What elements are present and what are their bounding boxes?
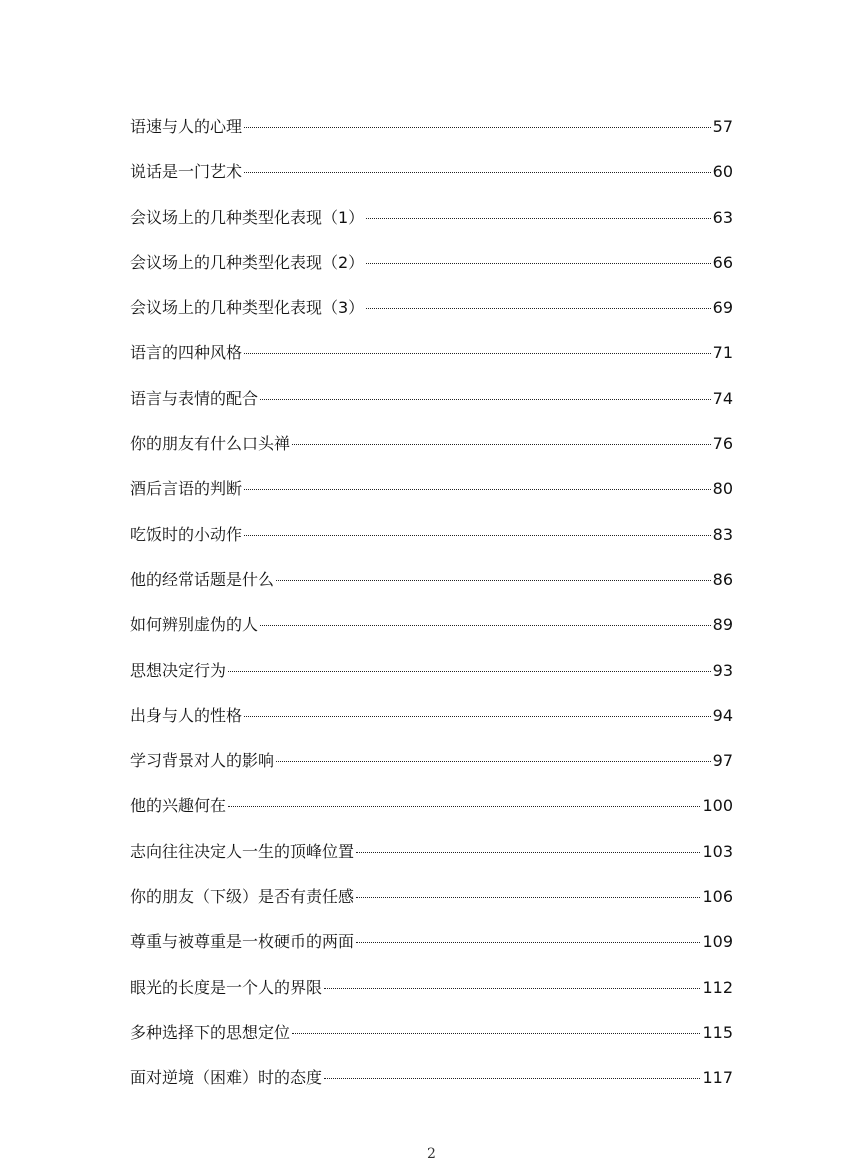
toc-entry-title: 尊重与被尊重是一枚硬币的两面 (130, 932, 355, 952)
table-of-contents (130, 115, 733, 1112)
toc-entry-title: 他的兴趣何在 (130, 796, 227, 816)
toc-entry-page: 60 (712, 162, 733, 182)
toc-entry-page: 83 (712, 524, 733, 544)
toc-entry-title: 吃饭时的小动作 (130, 524, 243, 544)
dot-leader (366, 308, 710, 309)
toc-entry[interactable] (130, 387, 733, 432)
toc-entry[interactable] (130, 659, 733, 704)
toc-entry[interactable] (130, 885, 733, 930)
toc-entry-page: 86 (712, 569, 733, 589)
toc-entry-page: 112 (702, 977, 733, 997)
toc-entry-page: 106 (702, 887, 733, 907)
toc-entry-title: 你的朋友有什么口头禅 (130, 434, 291, 454)
toc-entry[interactable] (130, 477, 733, 522)
toc-entry-title: 酒后言语的判断 (130, 479, 243, 499)
toc-entry[interactable] (130, 613, 733, 658)
toc-entry-title: 说话是一门艺术 (130, 162, 243, 182)
toc-entry-page: 100 (702, 796, 733, 816)
toc-entry-title: 面对逆境（困难）时的态度 (130, 1068, 323, 1088)
toc-entry[interactable] (130, 206, 733, 251)
toc-entry-page: 89 (712, 615, 733, 635)
toc-entry-page: 57 (712, 117, 733, 136)
toc-entry-title: 多种选择下的思想定位 (130, 1022, 291, 1042)
toc-entry-page: 74 (712, 388, 733, 408)
toc-entry-title: 眼光的长度是一个人的界限 (130, 977, 323, 997)
dot-leader (292, 444, 711, 445)
toc-entry-page: 109 (702, 932, 733, 952)
dot-leader (244, 127, 711, 128)
dot-leader (244, 716, 711, 717)
toc-entry-title: 志向往往决定人一生的顶峰位置 (130, 841, 355, 861)
dot-leader (356, 942, 700, 943)
dot-leader (244, 489, 711, 490)
toc-entry[interactable] (130, 432, 733, 477)
toc-entry[interactable] (130, 976, 733, 1021)
toc-entry[interactable] (130, 930, 733, 975)
dot-leader (292, 1033, 700, 1034)
toc-entry-page: 71 (712, 343, 733, 363)
dot-leader (356, 852, 700, 853)
dot-leader (244, 535, 711, 536)
dot-leader (276, 761, 711, 762)
toc-entry-title: 语言与表情的配合 (130, 388, 259, 408)
dot-leader (366, 218, 710, 219)
page-number: 2 (427, 1146, 436, 1162)
toc-entry-title: 会议场上的几种类型化表现（3） (130, 298, 365, 318)
dot-leader (228, 806, 700, 807)
toc-entry-title: 语言的四种风格 (130, 343, 243, 363)
dot-leader (324, 1078, 700, 1079)
toc-entry-page: 117 (702, 1068, 733, 1088)
dot-leader (324, 988, 700, 989)
toc-entry-page: 97 (712, 751, 733, 771)
toc-entry-title: 学习背景对人的影响 (130, 751, 275, 771)
toc-entry[interactable] (130, 704, 733, 749)
dot-leader (228, 671, 711, 672)
dot-leader (244, 172, 711, 173)
toc-entry[interactable] (130, 523, 733, 568)
toc-entry[interactable] (130, 341, 733, 386)
toc-entry-page: 103 (702, 841, 733, 861)
toc-entry[interactable] (130, 296, 733, 341)
dot-leader (276, 580, 711, 581)
toc-entry[interactable] (130, 115, 733, 160)
toc-entry-title: 会议场上的几种类型化表现（2） (130, 252, 365, 272)
toc-entry-title: 你的朋友（下级）是否有责任感 (130, 887, 355, 907)
toc-entry-page: 115 (702, 1022, 733, 1042)
toc-entry-title: 如何辨别虚伪的人 (130, 615, 259, 635)
toc-entry[interactable] (130, 160, 733, 205)
dot-leader (260, 625, 711, 626)
dot-leader (366, 263, 710, 264)
toc-entry-page: 94 (712, 705, 733, 725)
toc-entry[interactable] (130, 1021, 733, 1066)
toc-entry-title: 会议场上的几种类型化表现（1） (130, 207, 365, 227)
toc-entry[interactable] (130, 568, 733, 613)
toc-entry[interactable] (130, 794, 733, 839)
toc-entry-page: 93 (712, 660, 733, 680)
toc-entry-page: 76 (712, 434, 733, 454)
toc-entry-title: 他的经常话题是什么 (130, 569, 275, 589)
dot-leader (244, 353, 711, 354)
toc-entry[interactable] (130, 840, 733, 885)
toc-entry-title: 思想决定行为 (130, 660, 227, 680)
toc-entry-page: 63 (712, 207, 733, 227)
toc-entry-title: 语速与人的心理 (130, 117, 243, 136)
dot-leader (260, 399, 711, 400)
toc-entry[interactable] (130, 749, 733, 794)
dot-leader (356, 897, 700, 898)
toc-entry-page: 66 (712, 252, 733, 272)
toc-entry[interactable] (130, 251, 733, 296)
toc-entry-page: 80 (712, 479, 733, 499)
toc-entry[interactable] (130, 1066, 733, 1111)
toc-entry-title: 出身与人的性格 (130, 705, 243, 725)
toc-entry-page: 69 (712, 298, 733, 318)
